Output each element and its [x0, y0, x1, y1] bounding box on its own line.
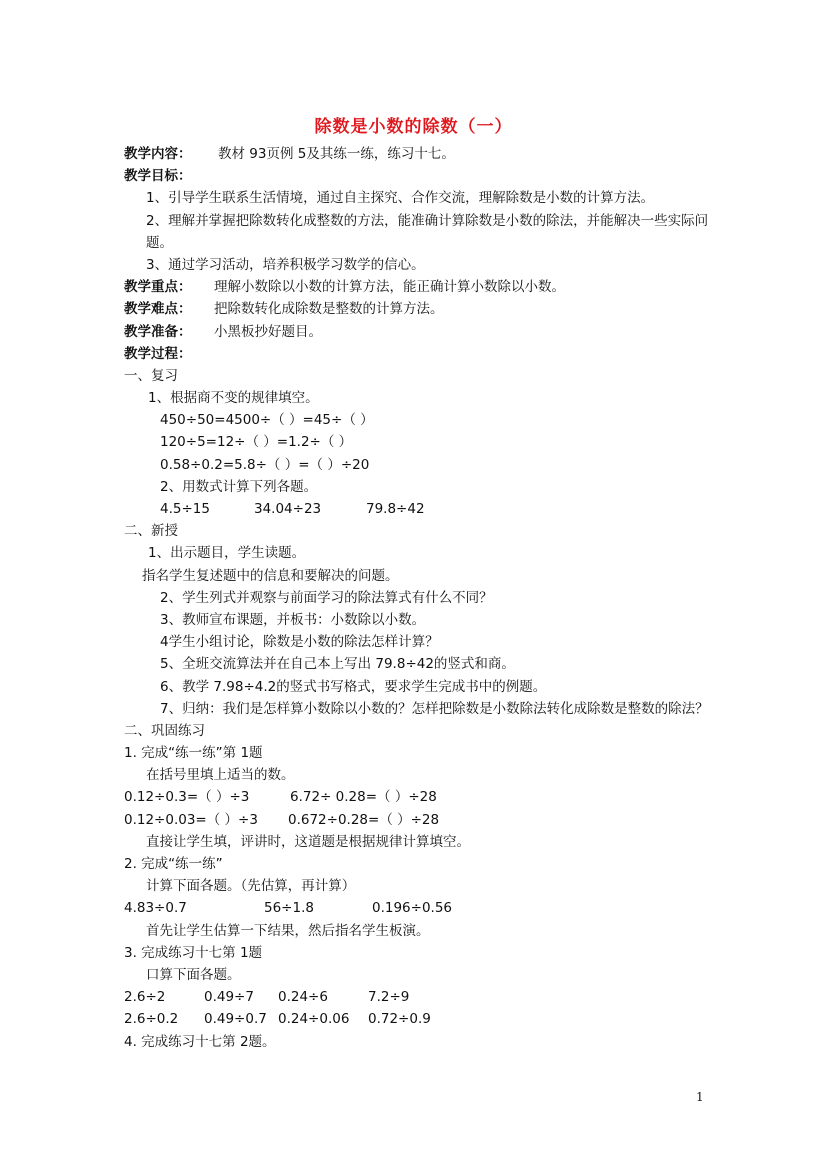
- practice-problem: 0.196÷0.56: [372, 900, 453, 917]
- goal-text: 2、理解并掌握把除数转化成整数的方法，能准确计算除数是小数的除法，并能解决一些实际问题。: [146, 212, 709, 251]
- practice-row: [124, 786, 714, 808]
- difficulty-label: 教学难点：: [124, 301, 192, 318]
- practice-problem: 0.49÷0.7: [204, 1011, 267, 1028]
- practice-problem: 4.83÷0.7: [124, 900, 187, 917]
- review-item: 2、用数式计算下列各题。: [160, 478, 318, 495]
- practice-item: 2. 完成“练一练”: [124, 856, 223, 873]
- key-label: 教学重点：: [124, 279, 192, 296]
- key-text: 理解小数除以小数的计算方法，能正确计算小数除以小数。: [214, 279, 565, 296]
- new-step: 1、出示题目，学生读题。: [148, 545, 306, 562]
- practice-problem: 0.672÷0.28=（ ）÷28: [288, 811, 440, 828]
- review-equation: 450÷50=4500÷（ ）=45÷（ ）: [160, 412, 374, 429]
- prep-text: 小黑板抄好题目。: [214, 323, 322, 340]
- new-step: 3、教师宣布课题，并板书：小数除以小数。: [160, 611, 426, 628]
- new-step: 4学生小组讨论，除数是小数的除法怎样计算？: [160, 634, 439, 651]
- goal-item: 3、通过学习活动，培养积极学习数学的信心。: [146, 256, 425, 273]
- practice-problem: 0.49÷7: [204, 989, 254, 1006]
- difficulty-text: 把除数转化成除数是整数的计算方法。: [214, 301, 444, 318]
- new-step: 6、教学 7.98÷4.2的竖式书写格式，要求学生完成书中的例题。: [160, 678, 547, 695]
- practice-note: 首先让学生估算一下结果，然后指名学生板演。: [146, 922, 430, 939]
- practice-problem: 56÷1.8: [264, 900, 314, 917]
- key-row: [124, 276, 714, 298]
- practice-problem: 0.24÷0.06: [278, 1011, 350, 1028]
- practice-row: [124, 897, 714, 919]
- practice-problem: 2.6÷0.2: [124, 1011, 179, 1028]
- prep-label: 教学准备：: [124, 323, 192, 340]
- practice-problem: 6.72÷ 0.28=（ ）÷28: [290, 789, 437, 806]
- review-item: 1、根据商不变的规律填空。: [148, 390, 319, 407]
- practice-item: 3. 完成练习十七第 1题: [124, 944, 263, 961]
- practice-instruction: 计算下面各题。（先估算，再计算）: [146, 878, 356, 895]
- page-title: 除数是小数的除数（一）: [314, 117, 513, 137]
- practice-item: 1. 完成“练一练”第 1题: [124, 745, 263, 762]
- calc-item: 34.04÷23: [254, 501, 322, 518]
- practice-item: 4. 完成练习十七第 2题。: [124, 1033, 276, 1050]
- page-number: 1: [696, 1090, 704, 1104]
- goal-item: [124, 210, 714, 254]
- prep-row: [124, 321, 714, 343]
- goals-label: 教学目标：: [124, 168, 192, 185]
- difficulty-row: [124, 298, 714, 320]
- practice-problem: 7.2÷9: [368, 989, 410, 1006]
- practice-problem: 0.12÷0.03=（ ）÷3: [124, 811, 258, 828]
- practice-problem: 0.72÷0.9: [368, 1011, 431, 1028]
- review-heading: 一、复习: [124, 367, 178, 384]
- new-heading: 二、新授: [124, 523, 178, 540]
- document-body: [124, 143, 714, 1053]
- practice-problem: 2.6÷2: [124, 989, 166, 1006]
- new-step: 7、归纳：我们是怎样算小数除以小数的？怎样把除数是小数除法转化成除数是整数的除法？: [160, 700, 709, 717]
- goal-item: 1、引导学生联系生活情境，通过自主探究、合作交流，理解除数是小数的计算方法。: [146, 190, 655, 207]
- review-equation: 0.58÷0.2=5.8÷（ ）=（ ）÷20: [160, 456, 370, 473]
- content-label: 教学内容：: [124, 146, 192, 162]
- content-text: 教材 93页例 5及其练一练，练习十七。: [218, 146, 455, 162]
- practice-row: [124, 986, 714, 1008]
- practice-note: 直接让学生填，评讲时，这道题是根据规律计算填空。: [146, 833, 470, 850]
- review-equation: 120÷5=12÷（ ）=1.2÷（ ）: [160, 434, 353, 451]
- new-step: 5、全班交流算法并在自己本上写出 79.8÷42的竖式和商。: [160, 656, 515, 673]
- practice-row: [124, 809, 714, 831]
- new-step: 2、学生列式并观察与前面学习的除法算式有什么不同？: [160, 589, 493, 606]
- practice-problem: 0.12÷0.3=（ ）÷3: [124, 789, 250, 806]
- practice-heading: 二、巩固练习: [124, 722, 205, 739]
- practice-instruction: 口算下面各题。: [146, 966, 241, 983]
- content-row: [124, 143, 714, 165]
- calc-item: 4.5÷15: [160, 501, 210, 518]
- new-step: 指名学生复述题中的信息和要解决的问题。: [142, 567, 399, 584]
- practice-row: [124, 1008, 714, 1030]
- practice-instruction: 在括号里填上适当的数。: [146, 767, 295, 784]
- process-label: 教学过程：: [124, 345, 192, 362]
- calc-item: 79.8÷42: [366, 501, 425, 518]
- review-calc-row: [124, 498, 714, 520]
- practice-problem: 0.24÷6: [278, 989, 328, 1006]
